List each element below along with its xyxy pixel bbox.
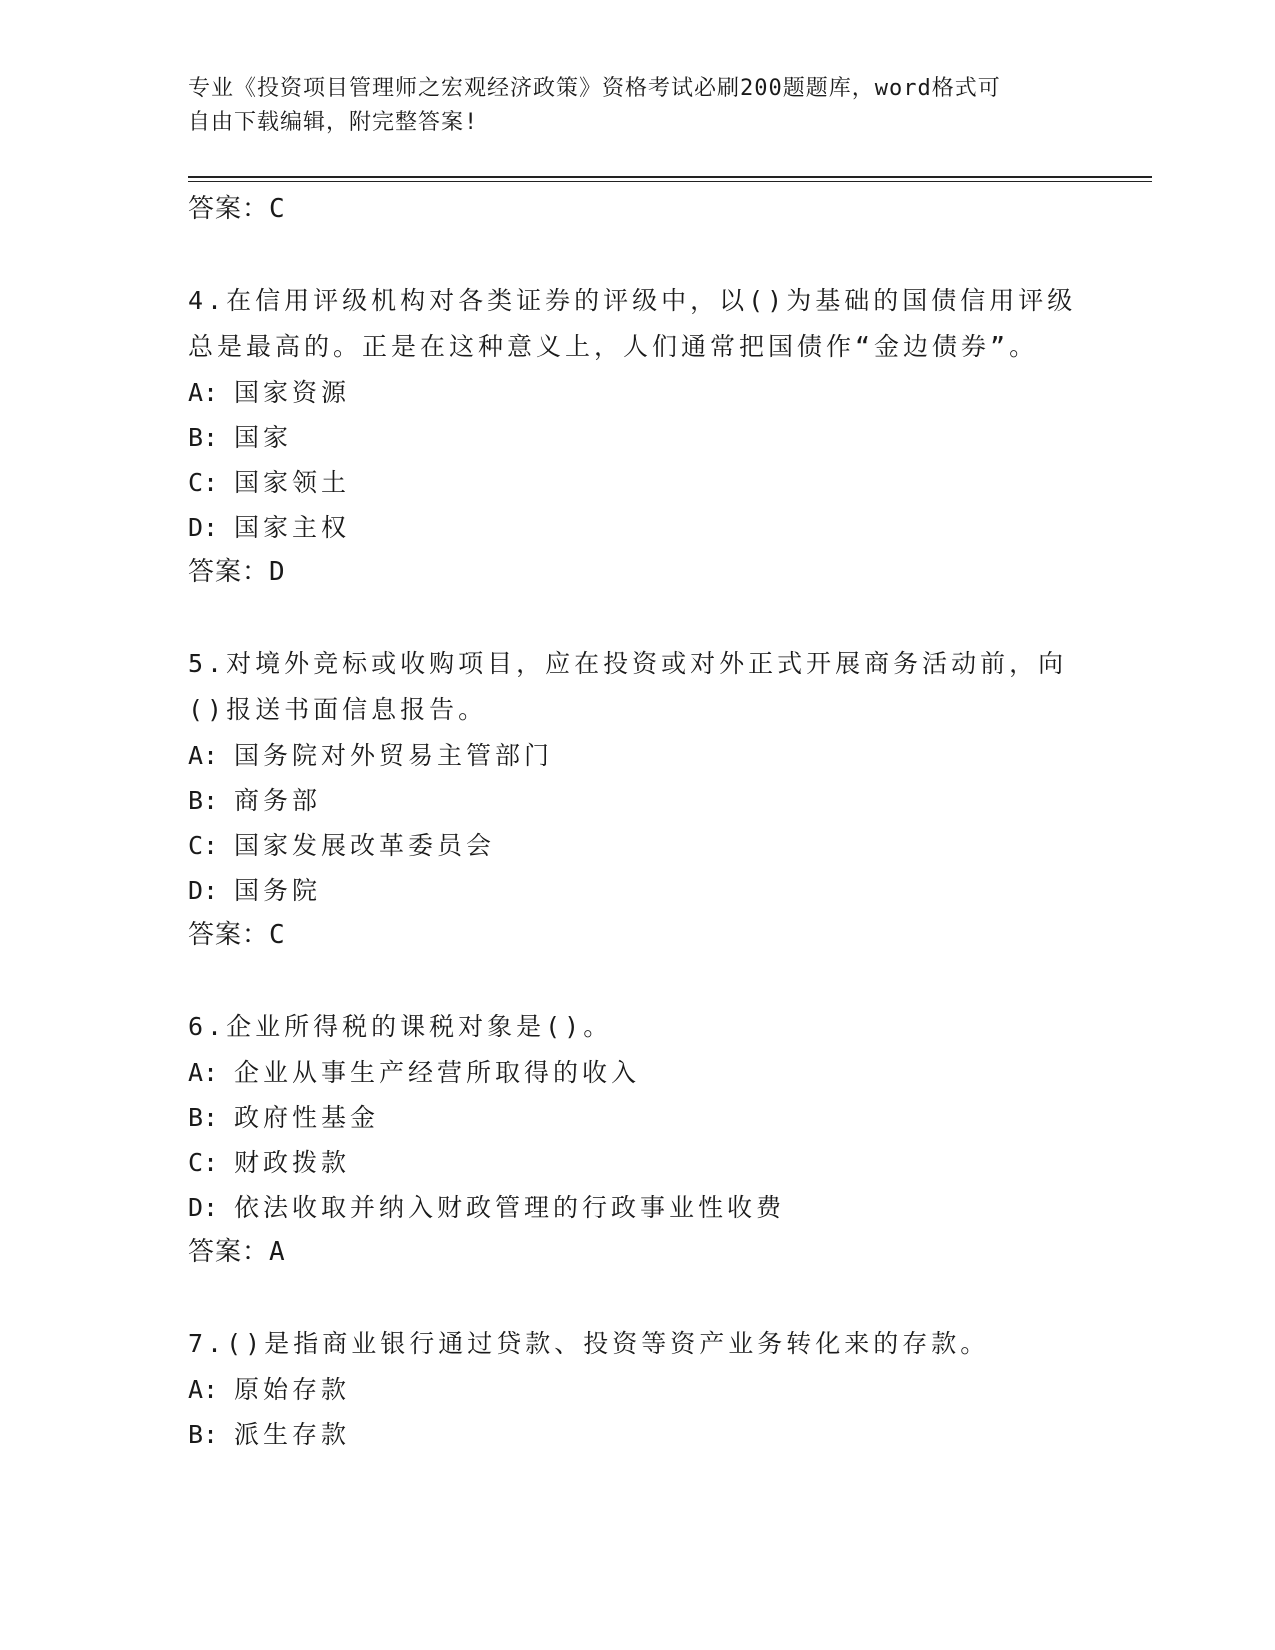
option-text: 国务院 [234,876,322,905]
question-item [188,1004,1088,1274]
header-title-line-2: 自由下载编辑，附完整答案! [188,110,479,135]
option-c [188,1140,1088,1185]
option-key: D: [188,876,219,905]
option-d [188,868,1088,913]
question-stem-line: 5.对境外竞标或收购项目，应在投资或对外正式开展商务活动前，向 [188,649,1068,678]
option-key: A: [188,1375,219,1404]
question-stem [188,278,1088,370]
question-stem-line: ()报送书面信息报告。 [188,695,488,724]
header-divider-thin [188,181,1152,182]
option-key: C: [188,831,219,860]
header-divider-thick [188,176,1152,178]
option-key: D: [188,513,219,542]
option-text: 国家资源 [234,378,351,407]
option-text: 商务部 [234,786,322,815]
option-text: 政府性基金 [234,1103,380,1132]
option-text: 依法收取并纳入财政管理的行政事业性收费 [234,1193,786,1222]
option-b [188,1412,1088,1457]
option-c [188,823,1088,868]
answer-label: 答案： [188,1237,270,1267]
question-stem [188,641,1088,733]
question-stem-line: 4.在信用评级机构对各类证券的评级中，以()为基础的国债信用评级 [188,286,1077,315]
option-key: B: [188,423,219,452]
option-key: B: [188,1103,219,1132]
question-list [188,187,1088,1457]
option-b [188,1095,1088,1140]
option-d [188,505,1088,550]
option-d [188,1185,1088,1230]
question-stem-line: 6.企业所得税的课税对象是()。 [188,1012,613,1041]
option-a [188,370,1088,415]
answer-value: D [269,557,286,587]
answer-line [188,550,1088,594]
question-stem-line: 总是最高的。正是在这种意义上，人们通常把国债作“金边债券”。 [188,332,1039,361]
option-key: C: [188,1148,219,1177]
option-text: 原始存款 [234,1375,351,1404]
option-a [188,733,1088,778]
option-text: 国家领土 [234,468,351,497]
option-text: 国家主权 [234,513,351,542]
option-key: A: [188,378,219,407]
question-item [188,641,1088,957]
option-b [188,415,1088,460]
option-a [188,1367,1088,1412]
answer-value: A [269,1237,286,1267]
option-text: 企业从事生产经营所取得的收入 [234,1058,641,1087]
option-b [188,778,1088,823]
answer-value: C [269,920,286,950]
document-header [188,72,1068,140]
answer-value: C [269,194,286,224]
option-text: 国家 [234,423,293,452]
answer-label: 答案： [188,557,270,587]
answer-line [188,187,1088,231]
option-key: B: [188,1420,219,1449]
option-text: 国务院对外贸易主管部门 [234,741,554,770]
answer-label: 答案： [188,920,270,950]
question-stem-line: 7.()是指商业银行通过贷款、投资等资产业务转化来的存款。 [188,1329,990,1358]
question-item [188,1321,1088,1457]
option-text: 财政拨款 [234,1148,351,1177]
question-item [188,278,1088,594]
option-key: A: [188,1058,219,1087]
answer-line [188,1230,1088,1274]
option-text: 派生存款 [234,1420,351,1449]
option-key: B: [188,786,219,815]
question-stem [188,1004,1088,1050]
option-text: 国家发展改革委员会 [234,831,496,860]
option-key: D: [188,1193,219,1222]
option-a [188,1050,1088,1095]
question-stem [188,1321,1088,1367]
option-c [188,460,1088,505]
answer-line [188,913,1088,957]
option-key: C: [188,468,219,497]
header-title-line-1: 专业《投资项目管理师之宏观经济政策》资格考试必刷200题题库，word格式可 [188,76,1001,101]
option-key: A: [188,741,219,770]
answer-label: 答案： [188,194,270,224]
